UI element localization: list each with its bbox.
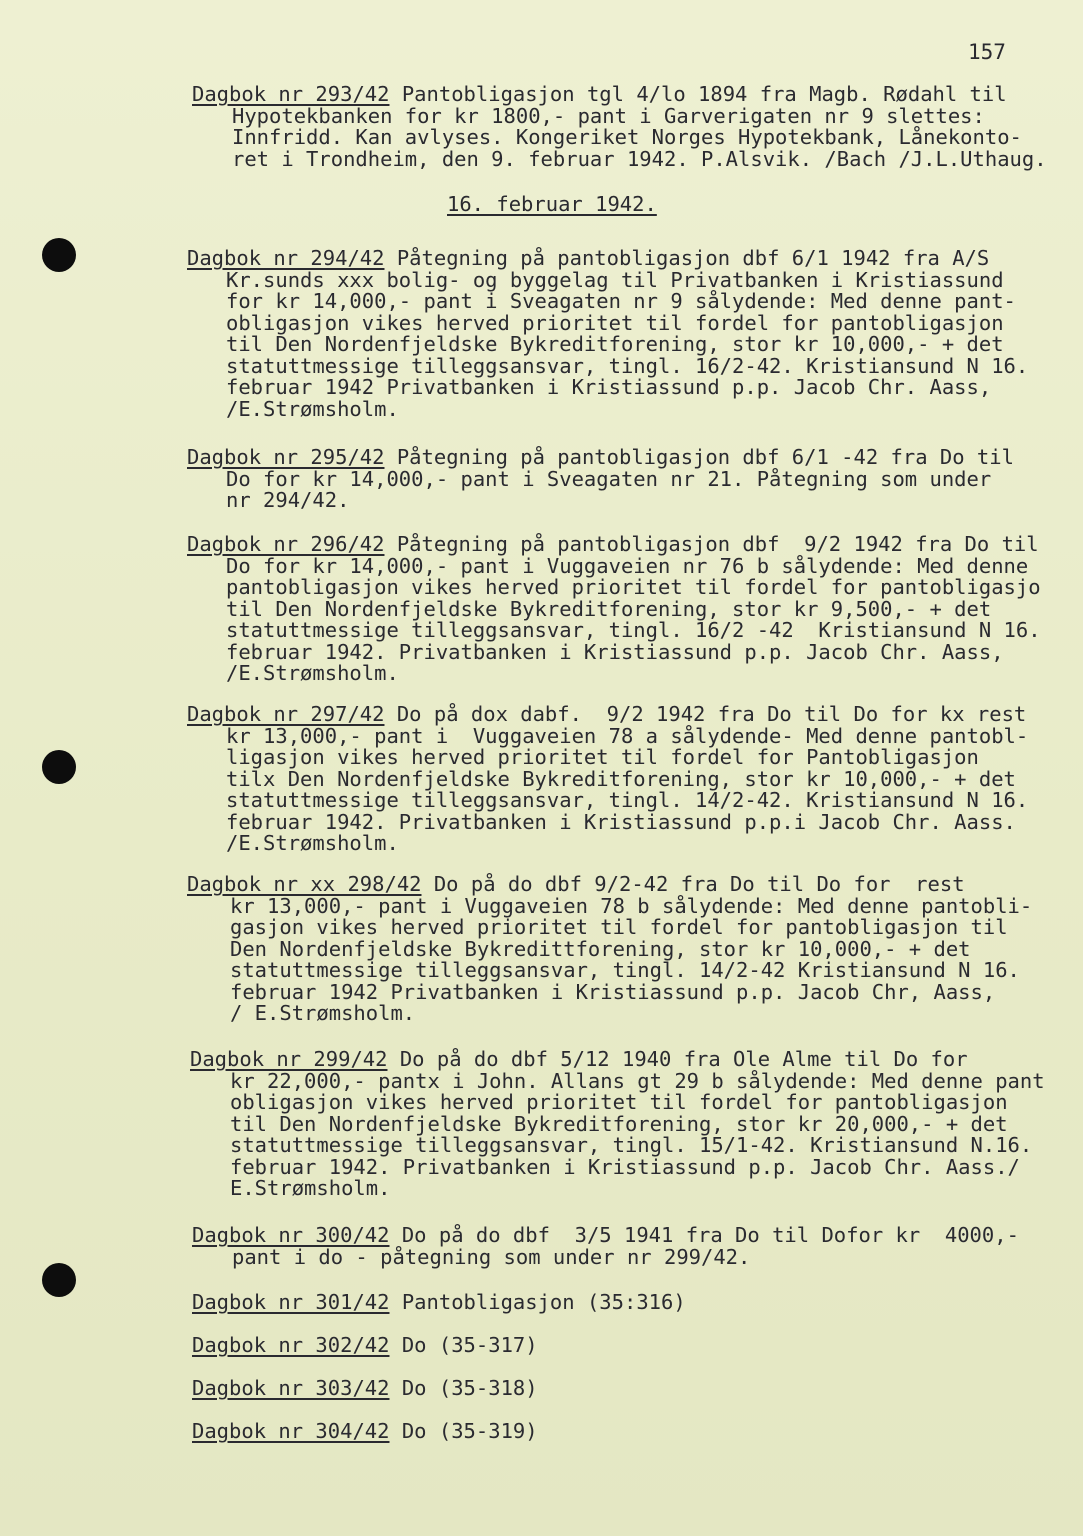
- entry-line: statuttmessige tilleggsansvar, tingl. 16/2 -42 Kristiansund N 16.: [226, 618, 1041, 642]
- entry-ref: Dagbok nr 293/42: [192, 82, 390, 106]
- entry-line: Hypotekbanken for kr 1800,- pant i Garverigaten nr 9 slettes:: [232, 103, 985, 128]
- journal-entry: [0, 1378, 1083, 1400]
- entry-line: Do for kr 14,000,- pant i Sveagaten nr 21. Påtegning som under: [226, 466, 992, 491]
- entry-line: statuttmessige tilleggsansvar, tingl. 14/2-42. Kristiansund N 16.: [226, 788, 1029, 812]
- entry-line: /E.Strømsholm.: [226, 831, 399, 855]
- entry-line: til Den Nordenfjeldske Bykreditforening, stor kr 10,000,- + det: [226, 332, 1004, 356]
- journal-entry: [0, 1049, 1083, 1200]
- entry-line: gasjon vikes herved prioritet til fordel for pantobligasjon til: [230, 915, 1008, 939]
- entry-ref: Dagbok nr 303/42: [192, 1376, 390, 1400]
- journal-entry: [0, 874, 1083, 1025]
- journal-entry: [0, 1421, 1083, 1443]
- entry-line: for kr 14,000,- pant i Sveagaten nr 9 sålydende: Med denne pant-: [226, 289, 1016, 313]
- entry-ref: Dagbok nr 304/42: [192, 1419, 390, 1443]
- entry-line: februar 1942. Privatbanken i Kristiassund p.p. Jacob Chr. Aass./: [230, 1154, 1020, 1179]
- entry-line: Pantobligasjon (35:316): [389, 1290, 686, 1314]
- entry-ref: Dagbok nr 301/42: [192, 1290, 390, 1314]
- entry-line: kr 13,000,- pant i Vuggaveien 78 a sålydende- Med denne pantobl-: [226, 723, 1029, 748]
- entry-line: statuttmessige tilleggsansvar, tingl. 14/2-42 Kristiansund N 16.: [230, 958, 1020, 982]
- entry-line: Do på do dbf 5/12 1940 fra Ole Alme til Do for: [387, 1047, 968, 1071]
- entry-ref: Dagbok nr 294/42: [187, 246, 385, 270]
- journal-entry: [0, 1225, 1083, 1268]
- entry-line: nr 294/42.: [226, 488, 350, 512]
- entry-ref: Dagbok nr 302/42: [192, 1333, 390, 1357]
- entry-line: statuttmessige tilleggsansvar, tingl. 15/1-42. Kristiansund N.16.: [230, 1133, 1033, 1157]
- journal-entry: [0, 84, 1083, 170]
- entry-line: Påtegning på pantobligasjon dbf 9/2 1942 fra Do til: [384, 532, 1039, 556]
- entry-line: Do på do dbf 9/2-42 fra Do til Do for rest: [421, 872, 965, 896]
- entry-line: Do (35-319): [389, 1419, 538, 1443]
- journal-entry: [0, 534, 1083, 685]
- journal-entry: [0, 447, 1083, 512]
- entry-line: obligasjon vikes herved prioritet til fordel for pantobligasjon: [230, 1090, 1008, 1114]
- entry-line: obligasjon vikes herved prioritet til fordel for pantobligasjon: [226, 310, 1004, 335]
- entry-line: tilx Den Nordenfjeldske Bykreditforening, stor kr 10,000,- + det: [226, 766, 1016, 791]
- entry-line: /E.Strømsholm.: [226, 396, 399, 421]
- entry-line: kr 13,000,- pant i Vuggaveien 78 b sålydende: Med denne pantobli-: [230, 893, 1033, 918]
- entry-line: Pantobligasjon tgl 4/lo 1894 fra Magb. Rødahl til: [389, 82, 1007, 106]
- page-number: 157: [968, 40, 1006, 64]
- entry-line: februar 1942 Privatbanken i Kristiassund p.p. Jacob Chr. Aass,: [226, 375, 992, 399]
- entry-line: til Den Nordenfjeldske Bykreditforening, stor kr 20,000,- + det: [230, 1111, 1008, 1136]
- journal-entry: [0, 248, 1083, 420]
- date-heading: 16. februar 1942.: [447, 192, 657, 216]
- entry-line: Kr.sunds xxx bolig- og byggelag til Privatbanken i Kristiassund: [226, 267, 1004, 292]
- entry-line: til Den Nordenfjeldske Bykreditforening, stor kr 9,500,- + det: [226, 596, 992, 621]
- entry-line: Den Nordenfjeldske Bykredittforening, stor kr 10,000,- + det: [230, 936, 971, 961]
- entry-line: pantobligasjon vikes herved prioritet til fordel for pantobligasjo: [226, 575, 1041, 599]
- entry-line: Do (35-318): [389, 1376, 538, 1400]
- entry-line: statuttmessige tilleggsansvar, tingl. 16/2-42. Kristiansund N 16.: [226, 353, 1029, 378]
- entry-line: E.Strømsholm.: [230, 1176, 391, 1200]
- entry-line: februar 1942. Privatbanken i Kristiassund p.p.i Jacob Chr. Aass.: [226, 809, 1016, 834]
- entry-ref: Dagbok nr 299/42: [190, 1047, 388, 1071]
- entry-line: februar 1942 Privatbanken i Kristiassund p.p. Jacob Chr, Aass,: [230, 979, 996, 1004]
- journal-entry: [0, 704, 1083, 855]
- entry-line: Påtegning på pantobligasjon dbf 6/1 -42 fra Do til: [384, 445, 1014, 469]
- entry-line: Påtegning på pantobligasjon dbf 6/1 1942 fra A/S: [384, 246, 990, 270]
- journal-entry: [0, 1335, 1083, 1357]
- entry-line: / E.Strømsholm.: [230, 1001, 416, 1025]
- entry-ref: Dagbok nr xx 298/42: [187, 872, 422, 896]
- entry-ref: Dagbok nr 300/42: [192, 1223, 390, 1247]
- journal-entry: [0, 1292, 1083, 1314]
- entry-line: Do (35-317): [389, 1333, 538, 1357]
- entry-ref: Dagbok nr 296/42: [187, 532, 385, 556]
- entry-line: ligasjon vikes herved prioritet til fordel for Pantobligasjon: [226, 745, 979, 769]
- entry-line: Innfridd. Kan avlyses. Kongeriket Norges Hypotekbank, Lånekonto-: [232, 125, 1022, 149]
- entry-line: Do på do dbf 3/5 1941 fra Do til Dofor kr 4000,-: [389, 1223, 1019, 1247]
- entry-line: februar 1942. Privatbanken i Kristiassund p.p. Jacob Chr. Aass,: [226, 639, 1004, 664]
- entry-line: pant i do - påtegning som under nr 299/42.: [232, 1244, 751, 1269]
- entry-line: /E.Strømsholm.: [226, 661, 399, 685]
- entry-line: kr 22,000,- pantx i John. Allans gt 29 b sålydende: Med denne pant: [230, 1068, 1045, 1093]
- entry-line: Do på dox dabf. 9/2 1942 fra Do til Do for kx rest: [384, 702, 1027, 726]
- entry-line: ret i Trondheim, den 9. februar 1942. P.Alsvik. /Bach /J.L.Uthaug.: [232, 146, 1047, 171]
- entry-ref: Dagbok nr 295/42: [187, 445, 385, 469]
- entry-line: Do for kr 14,000,- pant i Vuggaveien nr 76 b sålydende: Med denne: [226, 553, 1029, 578]
- entry-ref: Dagbok nr 297/42: [187, 702, 385, 726]
